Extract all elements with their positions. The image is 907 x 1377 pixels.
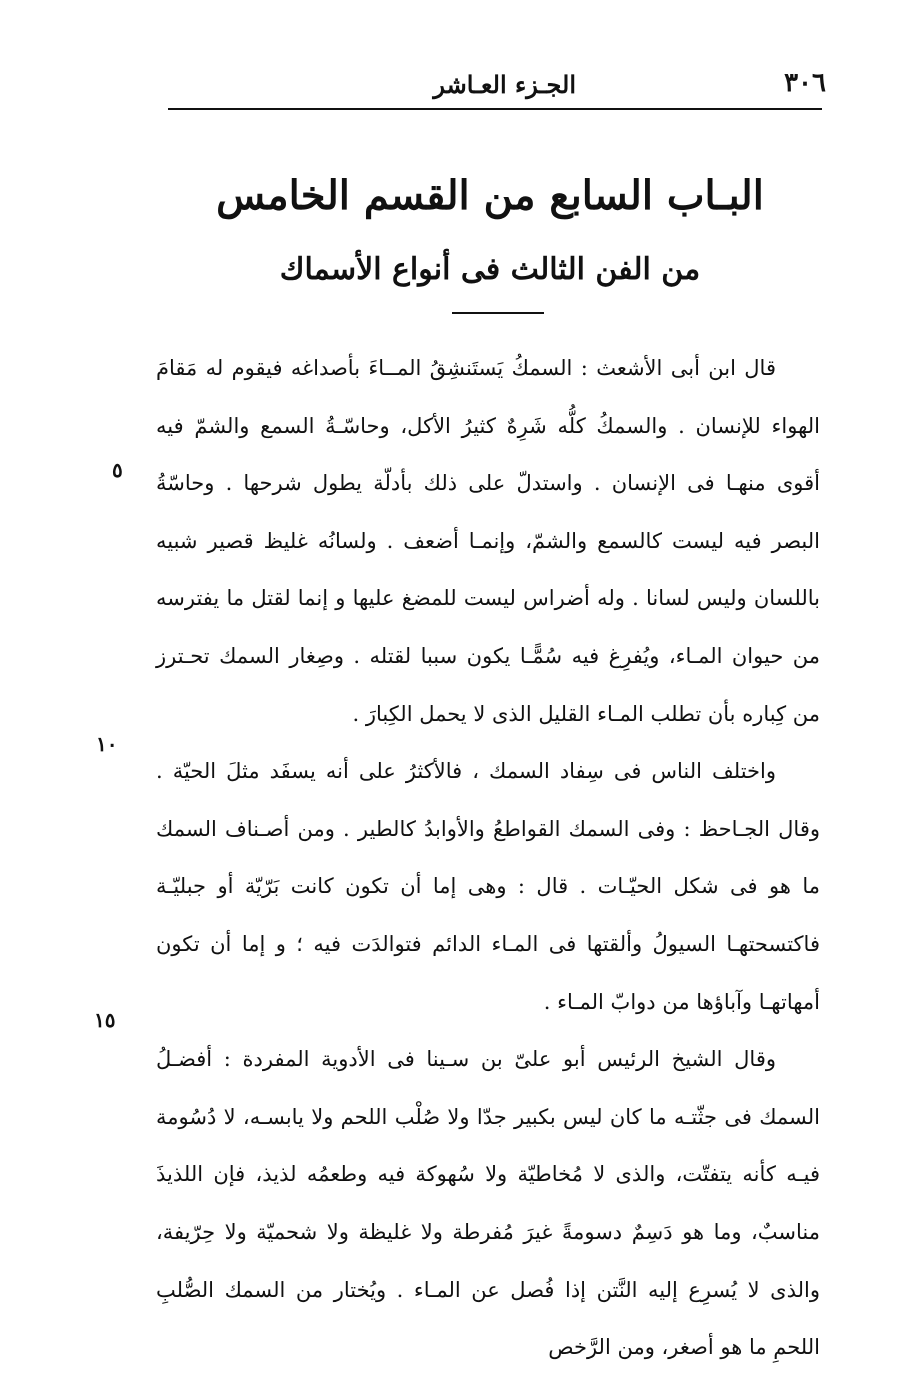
running-head	[160, 68, 826, 104]
page-number: ٣٠٦	[784, 68, 826, 98]
paragraph-1: قال ابن أبى الأشعث : السمكُ يَستَنشِقُ المــاءَ بأصداغه فيقوم له مَقامَ الهواء للإنسان . والسمكُ كلُّه شَرِهٌ كثيرُ الأكل، وحاسّـةُ السمع والشمّ فيه أقوى منهـا فى الإنسان . واستدلّ على ذلك بأدلّة يطول شرحها . وحاسّةُ البصر فيه ليست كالسمع والشمّ، وإنمـا أضعف . ولسانُه غليظ قصير شبيه باللسان وليس لسانا . وله أضراس ليست للمضغ عليها و إنما لقتل ما يفترسه من حيوان المـاء، ويُفرِغ فيه سُمًّـا يكون سببا لقتله . وصِغار السمك تحـترز من كِباره بأن تطلب المـاء القليل الذى لا يحمل الكِبارَ .	[156, 356, 820, 726]
line-number-5: ٥	[112, 458, 123, 482]
body-text	[156, 340, 820, 1377]
paragraph-3: وقال الشيخ الرئيس أبو علىّ بن سـينا فى الأدوية المفردة : أفضـلُ السمك فى جثّتـه ما كان ليس بكبير جدّا ولا صُلْب اللحم ولا يابسـه، لا دُسُومة فيـه كأنه يتفتّت، والذى لا مُخاطيّة ولا سُهوكة فيه وطعمُه لذيذ، فإن اللذيذَ مناسبٌ، وما هو دَسِمٌ دسومةً غيرَ مُفرطة ولا غليظة ولا شحميّة ولا حِرّيفة، والذى لا يُسرِع إليه النَّتن إذا فُصل عن المـاء . ويُختار من السمك الصُّلبِ اللحمِ ما هو أصغر، ومن الرَّخص	[156, 1047, 820, 1360]
line-number-10: ١٠	[96, 732, 118, 756]
line-number-15: ١٥	[94, 1008, 116, 1032]
chapter-subtitle: من الفن الثالث فى أنواع الأسماك	[279, 252, 701, 287]
paragraph-2: واختلف الناس فى سِفاد السمك ، فالأكثرُ على أنه يسفَد مثلَ الحيّة . وقال الجـاحظ : وفى السمك القواطعُ والأوابدُ كالطير . ومن أصـناف السمك ما هو فى شكل الحيّـات . قال : وهى إما أن تكون كانت بَرّيّة أو جبليّـة فاكتسحتهـا السيولُ وألقتها فى المـاء الدائم فتوالدَت فيه ؛ و إما أن تكون أمهاتهـا وآباؤها من دوابّ المـاء .	[156, 759, 820, 1014]
header-rule	[168, 108, 822, 110]
chapter-title: البـاب السابع من القسم الخامس	[216, 172, 764, 219]
running-title: الجـزء العـاشر	[433, 70, 576, 99]
title-divider	[452, 312, 544, 314]
